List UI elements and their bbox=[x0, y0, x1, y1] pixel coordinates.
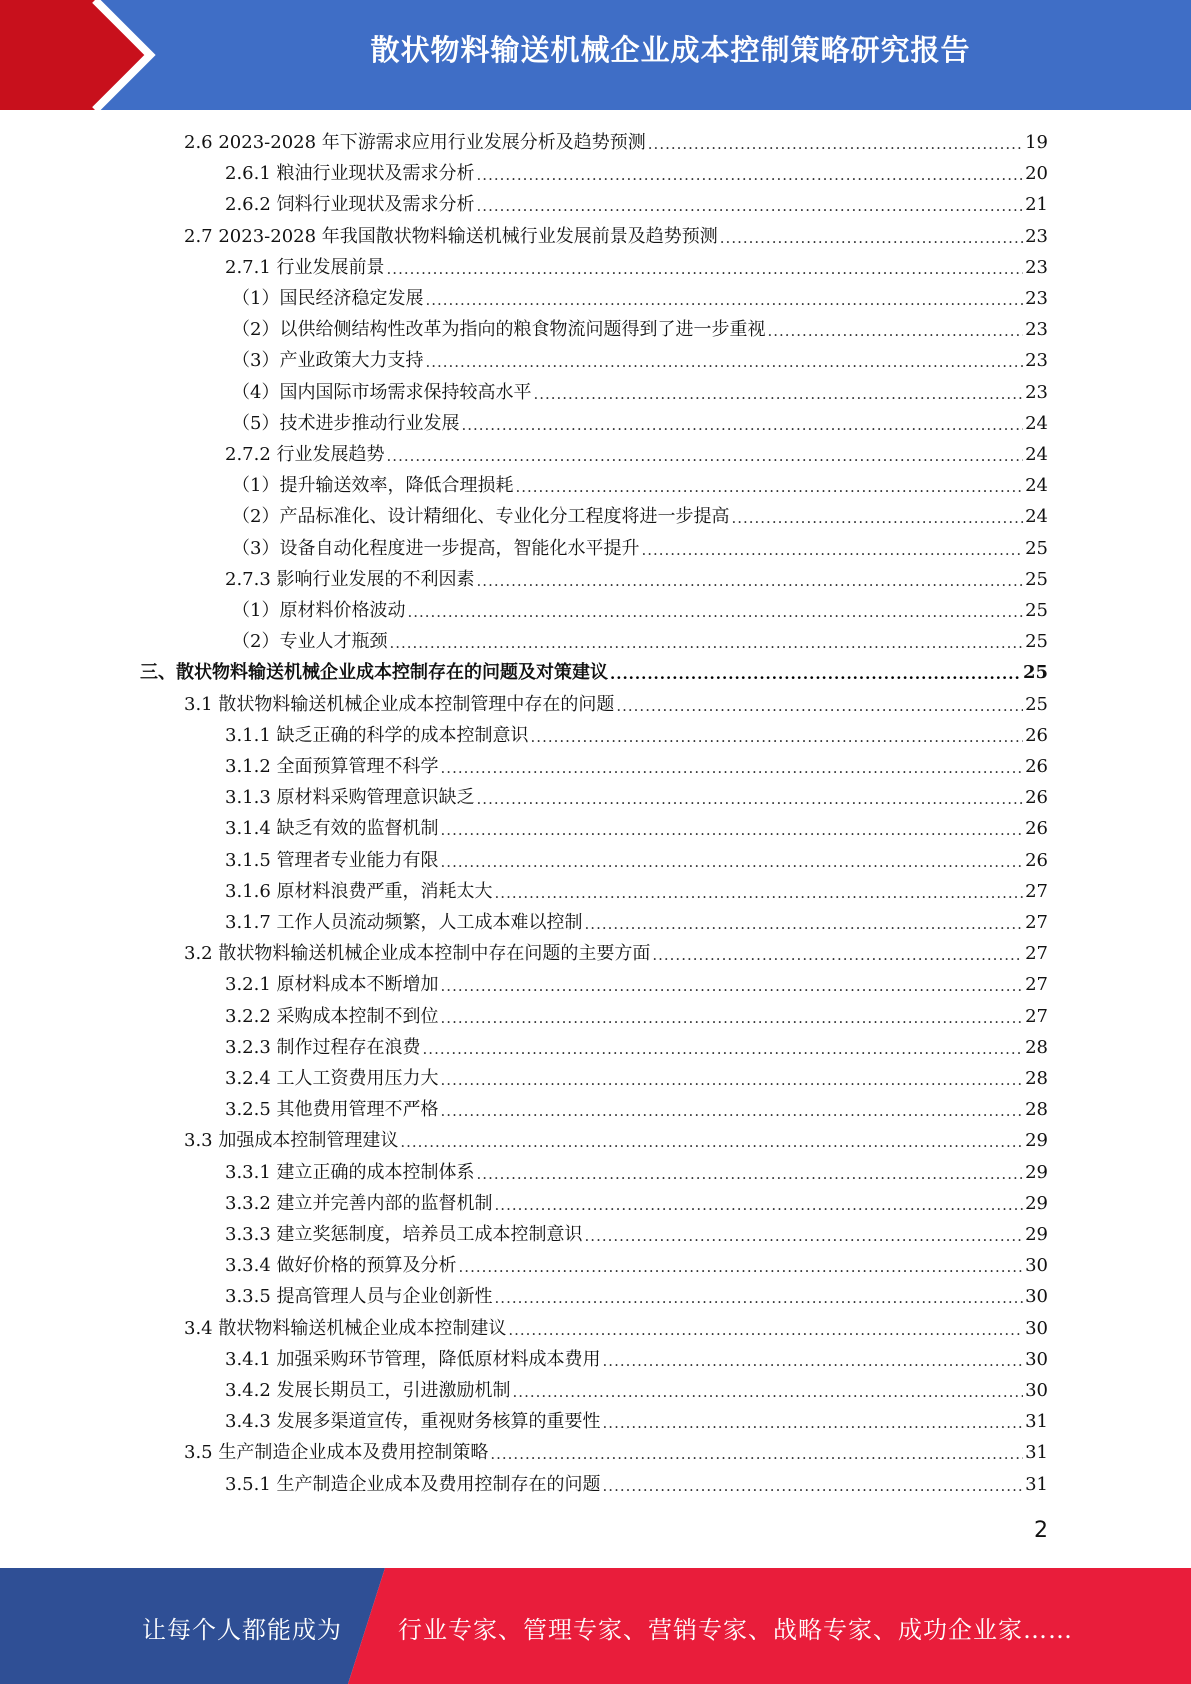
toc-leader-dots bbox=[767, 318, 1023, 345]
toc-entry-page: 28 bbox=[1025, 1099, 1048, 1121]
footer-slogan-left: 让每个人都能成为 bbox=[142, 1616, 342, 1644]
toc-entry-page: 26 bbox=[1025, 849, 1048, 871]
toc-leader-dots bbox=[477, 568, 1024, 595]
toc-entry-page: 29 bbox=[1025, 1224, 1048, 1245]
toc-leader-dots bbox=[461, 412, 1023, 439]
toc-entry-title: （2）产品标准化、设计精细化、专业化分工程度将进一步提高 bbox=[232, 506, 730, 528]
toc-entry-title: 3.4.1 加强采购环节管理，降低原材料成本费用 bbox=[225, 1348, 601, 1370]
toc-entry[interactable] bbox=[225, 252, 1048, 283]
toc-entry-title: 3.5.1 生产制造企业成本及费用控制存在的问题 bbox=[225, 1473, 601, 1495]
toc-entry[interactable] bbox=[225, 1344, 1048, 1375]
toc-leader-dots bbox=[508, 1317, 1023, 1344]
toc-entry[interactable] bbox=[140, 657, 1048, 688]
toc-entry-page: 27 bbox=[1025, 1005, 1048, 1027]
toc-entry-page: 30 bbox=[1025, 1286, 1048, 1308]
toc-entry-page: 24 bbox=[1025, 412, 1048, 434]
toc-entry[interactable] bbox=[225, 189, 1048, 220]
toc-entry-title: 3.2.2 采购成本控制不到位 bbox=[225, 1005, 439, 1027]
toc-entry-title: （1）原材料价格波动 bbox=[232, 600, 406, 621]
toc-entry[interactable] bbox=[232, 345, 1048, 376]
toc-entry[interactable] bbox=[232, 533, 1048, 564]
report-title: 散状物料输送机械企业成本控制策略研究报告 bbox=[370, 33, 971, 67]
toc-entry-page: 27 bbox=[1025, 943, 1048, 965]
toc-entry-page: 29 bbox=[1025, 1161, 1048, 1183]
toc-leader-dots bbox=[603, 1473, 1024, 1500]
toc-leader-dots bbox=[441, 1067, 1024, 1094]
toc-entry-page: 25 bbox=[1025, 693, 1048, 715]
toc-leader-dots bbox=[603, 1348, 1024, 1375]
toc-entry-page: 31 bbox=[1025, 1473, 1048, 1495]
toc-entry-page: 25 bbox=[1025, 600, 1048, 621]
toc-entry-title: 3.2.4 工人工资费用压力大 bbox=[225, 1068, 439, 1089]
toc-entry-title: 2.7.3 影响行业发展的不利因素 bbox=[225, 568, 475, 590]
toc-entry-page: 29 bbox=[1025, 1130, 1048, 1152]
toc-entry-page: 20 bbox=[1025, 163, 1048, 185]
toc-entry-title: 3.2.1 原材料成本不断增加 bbox=[225, 974, 439, 996]
toc-entry-title: 3.4 散状物料输送机械企业成本控制建议 bbox=[184, 1317, 507, 1339]
toc-entry[interactable] bbox=[184, 127, 1048, 158]
toc-entry-page: 21 bbox=[1025, 194, 1048, 216]
toc-leader-dots bbox=[459, 1254, 1024, 1281]
toc-entry-title: 2.7.1 行业发展前景 bbox=[225, 256, 385, 278]
footer-slogan-right: 行业专家、管理专家、营销专家、战略专家、成功企业家…… bbox=[398, 1616, 1073, 1644]
toc-leader-dots bbox=[531, 724, 1024, 751]
toc-entry-title: （2）专业人才瓶颈 bbox=[232, 631, 388, 653]
toc-entry[interactable] bbox=[225, 1094, 1048, 1125]
toc-entry-page: 30 bbox=[1025, 1380, 1048, 1401]
toc-entry[interactable] bbox=[232, 626, 1048, 657]
toc-leader-dots bbox=[585, 1223, 1024, 1250]
toc-entry-title: （5）技术进步推动行业发展 bbox=[232, 412, 460, 434]
toc-entry[interactable] bbox=[184, 221, 1048, 252]
toc-entry-page: 24 bbox=[1025, 444, 1048, 465]
toc-entry[interactable] bbox=[184, 689, 1048, 720]
toc-entry-title: 3.3.5 提高管理人员与企业创新性 bbox=[225, 1286, 493, 1308]
toc-entry-page: 23 bbox=[1025, 350, 1048, 372]
toc-entry[interactable] bbox=[225, 813, 1048, 844]
toc-entry-title: 3.1.1 缺乏正确的科学的成本控制意识 bbox=[225, 724, 529, 746]
toc-leader-dots bbox=[603, 1410, 1024, 1437]
toc-entry[interactable] bbox=[225, 1032, 1048, 1063]
toc-entry-page: 27 bbox=[1025, 880, 1048, 902]
toc-entry-page: 30 bbox=[1025, 1348, 1048, 1370]
toc-leader-dots bbox=[400, 1129, 1023, 1156]
toc-entry[interactable] bbox=[184, 938, 1048, 969]
toc-entry-page: 24 bbox=[1025, 475, 1048, 497]
toc-entry-page: 23 bbox=[1025, 288, 1048, 309]
toc-entry[interactable] bbox=[225, 1157, 1048, 1188]
toc-entry[interactable] bbox=[232, 377, 1048, 408]
page-footer bbox=[0, 1568, 1191, 1684]
toc-entry-page: 28 bbox=[1025, 1036, 1048, 1058]
toc-entry-title: 2.7.2 行业发展趋势 bbox=[225, 444, 385, 465]
toc-leader-dots bbox=[387, 443, 1024, 470]
toc-entry-page: 23 bbox=[1025, 381, 1048, 403]
toc-entry-title: 3.1.3 原材料采购管理意识缺乏 bbox=[225, 787, 475, 809]
toc-leader-dots bbox=[490, 1441, 1023, 1468]
toc-entry-page: 26 bbox=[1025, 787, 1048, 809]
toc-entry-page: 27 bbox=[1025, 912, 1048, 933]
toc-entry[interactable] bbox=[225, 439, 1048, 470]
toc-leader-dots bbox=[389, 630, 1023, 657]
toc-leader-dots bbox=[648, 131, 1023, 158]
toc-entry-page: 31 bbox=[1025, 1442, 1048, 1464]
page-header bbox=[0, 0, 1191, 110]
toc-entry-page: 23 bbox=[1025, 319, 1048, 341]
toc-entry[interactable] bbox=[184, 1437, 1048, 1468]
toc-entry-title: 2.6 2023-2028 年下游需求应用行业发展分析及趋势预测 bbox=[184, 132, 646, 153]
toc-entry[interactable] bbox=[225, 782, 1048, 813]
toc-entry-title: 2.6.2 饲料行业现状及需求分析 bbox=[225, 194, 475, 216]
toc-entry[interactable] bbox=[225, 1375, 1048, 1406]
toc-entry-title: 3.1.4 缺乏有效的监督机制 bbox=[225, 818, 439, 840]
toc-entry-title: 3.1 散状物料输送机械企业成本控制管理中存在的问题 bbox=[184, 693, 615, 715]
toc-leader-dots bbox=[513, 1379, 1024, 1406]
toc-leader-dots bbox=[441, 817, 1024, 844]
toc-leader-dots bbox=[423, 1036, 1024, 1063]
toc-leader-dots bbox=[441, 1098, 1024, 1125]
toc-entry-page: 30 bbox=[1025, 1255, 1048, 1277]
toc-leader-dots bbox=[441, 849, 1024, 876]
toc-entry-page: 25 bbox=[1025, 631, 1048, 653]
toc-entry[interactable] bbox=[225, 751, 1048, 782]
toc-entry[interactable] bbox=[184, 1125, 1048, 1156]
toc-entry[interactable] bbox=[232, 501, 1048, 532]
toc-entry-page: 24 bbox=[1025, 506, 1048, 528]
toc-entry-title: 3.4.3 发展多渠道宣传，重视财务核算的重要性 bbox=[225, 1411, 601, 1433]
toc-entry-title: 3.2.3 制作过程存在浪费 bbox=[225, 1036, 421, 1058]
toc-entry-page: 26 bbox=[1025, 724, 1048, 746]
toc-entry-page: 30 bbox=[1025, 1317, 1048, 1339]
toc-entry[interactable] bbox=[225, 1469, 1048, 1500]
toc-entry-title: 3.1.5 管理者专业能力有限 bbox=[225, 849, 439, 871]
toc-leader-dots bbox=[407, 599, 1023, 626]
toc-leader-dots bbox=[477, 193, 1024, 220]
toc-leader-dots bbox=[616, 693, 1023, 720]
toc-entry-title: （3）产业政策大力支持 bbox=[232, 350, 424, 372]
toc-leader-dots bbox=[495, 1285, 1024, 1312]
toc-entry[interactable] bbox=[225, 1281, 1048, 1312]
toc-leader-dots bbox=[533, 381, 1023, 408]
toc-entry-page: 29 bbox=[1025, 1192, 1048, 1214]
toc-entry-title: 3.3.3 建立奖惩制度，培养员工成本控制意识 bbox=[225, 1224, 583, 1245]
toc-entry-title: 3.3 加强成本控制管理建议 bbox=[184, 1130, 399, 1152]
toc-leader-dots bbox=[477, 1161, 1024, 1188]
toc-entry-title: 2.7 2023-2028 年我国散状物料输送机械行业发展前景及趋势预测 bbox=[184, 225, 718, 247]
toc-entry[interactable] bbox=[225, 1001, 1048, 1032]
toc-entry-page: 26 bbox=[1025, 818, 1048, 840]
toc-entry-title: （3）设备自动化程度进一步提高，智能化水平提升 bbox=[232, 537, 640, 559]
toc-leader-dots bbox=[585, 911, 1024, 938]
toc-entry-title: （2）以供给侧结构性改革为指向的粮食物流问题得到了进一步重视 bbox=[232, 319, 766, 341]
toc-entry-page: 25 bbox=[1022, 662, 1048, 684]
toc-entry-title: 3.4.2 发展长期员工，引进激励机制 bbox=[225, 1380, 511, 1401]
toc-entry[interactable] bbox=[184, 1313, 1048, 1344]
toc-entry[interactable] bbox=[225, 845, 1048, 876]
toc-entry[interactable] bbox=[232, 470, 1048, 501]
toc-entry-page: 26 bbox=[1025, 756, 1048, 777]
toc-entry[interactable] bbox=[225, 1250, 1048, 1281]
toc-entry-title: 3.3.2 建立并完善内部的监督机制 bbox=[225, 1192, 493, 1214]
toc-entry-title: （4）国内国际市场需求保持较高水平 bbox=[232, 381, 532, 403]
toc-entry-page: 25 bbox=[1025, 568, 1048, 590]
toc-entry[interactable] bbox=[225, 876, 1048, 907]
toc-entry[interactable] bbox=[232, 595, 1048, 626]
toc-entry[interactable] bbox=[225, 1219, 1048, 1250]
toc-entry-title: 三、散状物料输送机械企业成本控制存在的问题及对策建议 bbox=[140, 662, 608, 684]
toc-entry-page: 28 bbox=[1025, 1068, 1048, 1089]
toc-entry-page: 23 bbox=[1025, 256, 1048, 278]
toc-leader-dots bbox=[477, 162, 1024, 189]
toc-leader-dots bbox=[495, 1192, 1024, 1219]
toc-entry-title: 3.1.7 工作人员流动频繁，人工成本难以控制 bbox=[225, 912, 583, 933]
toc-entry[interactable] bbox=[232, 408, 1048, 439]
toc-leader-dots bbox=[441, 973, 1024, 1000]
toc-entry[interactable] bbox=[225, 1406, 1048, 1437]
toc-leader-dots bbox=[477, 786, 1024, 813]
toc-leader-dots bbox=[610, 661, 1021, 688]
toc-entry[interactable] bbox=[225, 969, 1048, 1000]
toc-entry[interactable] bbox=[225, 720, 1048, 751]
toc-leader-dots bbox=[720, 225, 1023, 252]
toc-entry-page: 27 bbox=[1025, 974, 1048, 996]
toc-entry[interactable] bbox=[232, 314, 1048, 345]
toc-entry-page: 23 bbox=[1025, 225, 1048, 247]
toc-leader-dots bbox=[441, 1005, 1024, 1032]
toc-entry[interactable] bbox=[225, 1063, 1048, 1094]
toc-entry-page: 31 bbox=[1025, 1411, 1048, 1433]
toc-leader-dots bbox=[731, 505, 1023, 532]
toc-entry[interactable] bbox=[225, 158, 1048, 189]
toc-leader-dots bbox=[641, 537, 1023, 564]
toc-leader-dots bbox=[425, 349, 1023, 376]
toc-entry[interactable] bbox=[225, 1188, 1048, 1219]
toc-leader-dots bbox=[441, 755, 1024, 782]
toc-entry-title: 3.3.4 做好价格的预算及分析 bbox=[225, 1255, 457, 1277]
toc-leader-dots bbox=[495, 880, 1024, 907]
toc-entry[interactable] bbox=[232, 283, 1048, 314]
toc-entry-title: 3.5 生产制造企业成本及费用控制策略 bbox=[184, 1442, 489, 1464]
toc-entry-title: 3.2 散状物料输送机械企业成本控制中存在问题的主要方面 bbox=[184, 943, 651, 965]
toc-entry[interactable] bbox=[225, 564, 1048, 595]
toc-leader-dots bbox=[515, 474, 1023, 501]
toc-entry-title: 3.1.6 原材料浪费严重，消耗太大 bbox=[225, 880, 493, 902]
toc-entry-title: 3.2.5 其他费用管理不严格 bbox=[225, 1099, 439, 1121]
toc-leader-dots bbox=[425, 287, 1023, 314]
toc-entry-title: 3.3.1 建立正确的成本控制体系 bbox=[225, 1161, 475, 1183]
toc-entry-title: 3.1.2 全面预算管理不科学 bbox=[225, 756, 439, 777]
toc-entry-page: 19 bbox=[1025, 132, 1048, 153]
toc-entry-title: （1）国民经济稳定发展 bbox=[232, 288, 424, 309]
toc-leader-dots bbox=[387, 256, 1024, 283]
toc-entry-title: （1）提升输送效率，降低合理损耗 bbox=[232, 475, 514, 497]
toc-entry-title: 2.6.1 粮油行业现状及需求分析 bbox=[225, 163, 475, 185]
page-number: 2 bbox=[1034, 1518, 1048, 1543]
toc-entry-page: 25 bbox=[1025, 537, 1048, 559]
toc-entry[interactable] bbox=[225, 907, 1048, 938]
toc-leader-dots bbox=[652, 942, 1023, 969]
